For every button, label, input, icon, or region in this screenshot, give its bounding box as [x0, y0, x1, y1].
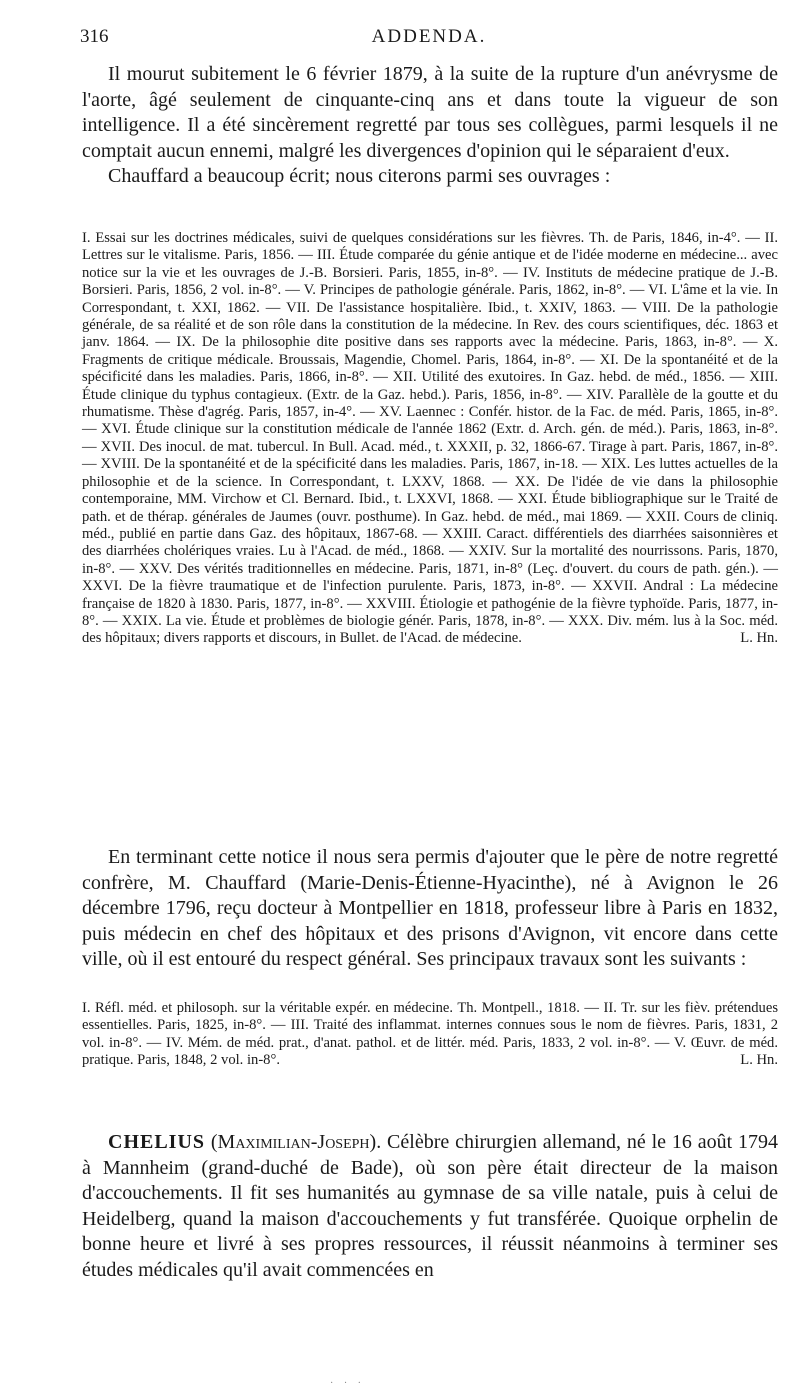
- father-notice: [82, 845, 778, 973]
- entry-firstnames: (Maximilian-Joseph).: [210, 1131, 382, 1153]
- father-paragraph: En terminant cette notice il nous sera permis d'ajouter que le père de notre regretté confrère, M. Chauffard (Marie-Denis-Étienne-Hyacinthe), né à Avignon le 26 décembre 1796, reçu docteur à Montpellier en 1818, professeur libre à Paris en 1832, puis médecin en chef des hôpitaux et des prisons d'Avignon, vit encore dans cette ville, où il est entouré du respect général. Ses principaux travaux sont les suivants :: [82, 846, 778, 970]
- bibliography-text: I. Réfl. méd. et philosoph. sur la véritable expér. en médecine. Th. Montpell., 1818. — II. Tr. sur les fièv. prétendues essentielles. Paris, 1825, in-8°. — III. Traité des inflammat. internes connues sous le nom de fièvres. Paris, 1831, 2 vol. in-8°. — IV. Mém. de méd. prat., d'anat. pathol. et de littér. méd. Paris, 1833, 2 vol. in-8°. — V. Œuvr. de méd. pratique. Paris, 1848, 2 vol. in-8°.: [82, 1000, 778, 1069]
- page-number: 316: [80, 26, 109, 47]
- entry-headword: CHELIUS: [108, 1131, 206, 1153]
- obituary-conclusion: [82, 62, 778, 190]
- running-title: ADDENDA.: [371, 26, 487, 47]
- entry-body: Célèbre chirurgien allemand, né le 16 août 1794 à Mannheim (grand-duché de Bade), où son père était directeur de la maison d'accouchements. Il fit ses humanités au gymnase de sa ville natale, puis à celui de Heidelberg, quand la maison d'accouchements y fut transférée. Quoique orphelin de bonne heure et livré à ses propres ressources, il réussit néanmoins à terminer ses études médicales qu'il avait commencées en: [82, 1131, 778, 1281]
- page-header: [80, 26, 778, 54]
- entry-chelius: [82, 1130, 778, 1283]
- obituary-paragraph-works-intro: Chauffard a beaucoup écrit; nous citerons parmi ses ouvrages :: [108, 165, 611, 187]
- chelius-paragraph: [82, 1130, 778, 1283]
- bibliography-list: [82, 230, 778, 648]
- bibliography-list: [82, 1000, 778, 1070]
- footer-marks: · · ·: [330, 1378, 365, 1389]
- obituary-paragraph-death: Il mourut subitement le 6 février 1879, à la suite de la rupture d'un anévrysme de l'aorte, âgé seulement de cinquante-cinq ans et dans toute la vigueur de son intelligence. Il a été sincèrement regretté par tous ses collègues, parmi lesquels il ne comptait aucun ennemi, malgré les divergences d'opinion qui le séparaient d'eux.: [82, 63, 778, 162]
- author-signature: L. Hn.: [740, 630, 778, 647]
- bibliography-chauffard: [82, 230, 778, 648]
- author-signature: L. Hn.: [740, 1052, 778, 1069]
- bibliography-text: I. Essai sur les doctrines médicales, suivi de quelques considérations sur les fièvres. Th. de Paris, 1846, in-4°. — II. Lettres sur le vitalisme. Paris, 1856. — III. Étude comparée du génie antique et de l'idée moderne en médecine... avec notice sur la vie et les ouvrages de J.-B. Borsieri. Paris, 1855, in-8°. — IV. Instituts de médecine pratique de J.-B. Borsieri. Paris, 1856, 2 vol. in-8°. — V. Principes de pathologie générale. Paris, 1862, in-8°. — VI. L'âme et la vie. In Correspondant, t. XXI, 1862. — VII. De l'assistance hospitalière. Ibid., t. XXIV, 1863. — VIII. De la pathologie générale, de sa réalité et de son rôle dans la constitution de la médecine. In Rev. des cours scientifiques, déc. 1863 et janv. 1864. — IX. De la philosophie dite positive dans ses rapports avec la médecine. Paris, 1863, in-8°. — X. Fragments de critique médicale. Broussais, Magendie, Chomel. Paris, 1864, in-8°. — XI. De la spontanéité et de la spécificité dans les maladies. Paris, 1866, in-8°. — XII. Utilité des exutoires. In Gaz. hebd. de méd., 1856. — XIII. Étude clinique du typhus contagieux. (Extr. de la Gaz. hebd.). Paris, 1856, in-8°. — XIV. Parallèle de la goutte et du rhumatisme. Thèse d'agrég. Paris, 1857, in-4°. — XV. Laennec : Confér. histor. de la Fac. de méd. Paris, 1865, in-8°. — XVI. Étude clinique sur la constitution médicale de l'année 1862 (Extr. d. Arch. gén. de méd.). Paris, 1863, in-8°. — XVII. Des inocul. de mat. tubercul. In Bull. Acad. méd., t. XXXII, p. 32, 1866-67. Tirage à part. Paris, 1867, in-8°. — XVIII. De la spontanéité et de la spécificité dans les maladies. Paris, 1867, in-18. — XIX. Les luttes actuelles de la philosophie et de la science. In Correspondant, t. LXXV, 1868. — XX. De l'idée de vie dans la philosophie contemporaine, MM. Virchow et Cl. Bernard. Ibid., t. LXXVI, 1868. — XXI. Étude bibliographique sur le Traité de path. et de thérap. générales de Jaumes (ouvr. posthume). In Gaz. hebd. de méd., mai 1869. — XXII. Cours de cliniq. méd., publié en partie dans Gaz. des hôpitaux, 1867-68. — XXIII. Caract. différentiels des diarrhées saisonnières et des diarrhées cholériques vraies. Lu à l'Acad. de méd., 1868. — XXIV. Sur la mortalité des nourrissons. Paris, 1870, in-8°. — XXV. Des vérités traditionnelles en médecine. Paris, 1871, in-8° (Leç. d'ouvert. du cours de path. gén.). — XXVI. De la fièvre traumatique et de l'infection purulente. Paris, 1873, in-8°. — XXVII. Andral : La médecine française de 1820 à 1830. Paris, 1877, in-8°. — XXVIII. Étiologie et pathogénie de la fièvre typhoïde. Paris, 1877, in-8°. — XXIX. La vie. Étude et problèmes de biologie génér. Paris, 1878, in-8°. — XXX. Div. mém. lus à la Soc. méd. des hôpitaux; divers rapports et discours, in Bullet. de l'Acad. de médecine.: [82, 230, 778, 647]
- bibliography-father: [82, 1000, 778, 1070]
